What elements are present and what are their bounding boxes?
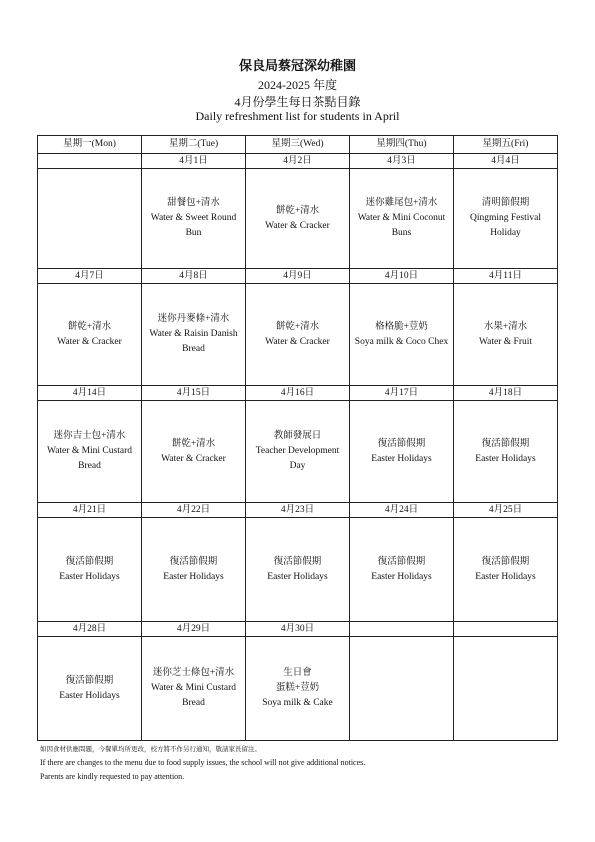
menu-cell — [142, 401, 246, 503]
menu-item-en: Water & Cracker — [265, 220, 330, 231]
menu-row — [38, 518, 558, 622]
date-cell: 4月9日 — [246, 269, 350, 284]
menu-cell — [454, 284, 558, 386]
menu-item-en: Easter Holidays — [475, 453, 536, 464]
menu-item-en: Easter Holidays — [163, 571, 224, 582]
menu-item-en: Water & Fruit — [478, 336, 533, 347]
menu-item-en: Easter Holidays — [59, 571, 120, 582]
menu-item-en: Soya milk & Coco Chex — [354, 336, 449, 347]
menu-item-zh: 迷你丹麥條+清水 — [157, 314, 230, 324]
menu-item-en: Soya milk & Cake — [262, 698, 333, 708]
menu-item-en: Easter Holidays — [475, 571, 536, 582]
date-cell: 4月10日 — [350, 269, 454, 284]
menu-cell — [350, 284, 454, 386]
menu-item-zh: 復活節假期 — [65, 675, 114, 686]
menu-title-en: Daily refreshment list for students in April — [195, 109, 400, 123]
date-cell: 4月28日 — [38, 622, 142, 637]
menu-cell — [142, 284, 246, 386]
date-cell: 4月24日 — [350, 503, 454, 518]
date-cell: 4月21日 — [38, 503, 142, 518]
menu-item-zh: 甜餐包+清水 — [167, 198, 220, 208]
menu-item-zh: 迷你芝士條包+清水 — [152, 668, 235, 678]
date-cell: 4月22日 — [142, 503, 246, 518]
menu-cell — [454, 401, 558, 503]
menu-item-zh: 迷你吉士包+清水 — [53, 431, 126, 441]
date-cell: 4月3日 — [350, 154, 454, 169]
menu-cell — [454, 169, 558, 269]
menu-item-en: Water & Mini Coconut Buns — [357, 213, 446, 238]
menu-item-en: Easter Holidays — [59, 690, 120, 701]
date-cell: 4月30日 — [246, 622, 350, 637]
menu-row — [38, 401, 558, 503]
menu-cell — [38, 284, 142, 386]
menu-title-zh: 4月份學生每日茶點目錄 — [234, 95, 361, 109]
menu-item-zh: 復活節假期 — [377, 438, 426, 449]
menu-cell — [38, 637, 142, 741]
menu-item-zh: 清明節假期 — [481, 198, 530, 208]
menu-cell — [350, 169, 454, 269]
menu-cell — [454, 637, 558, 741]
date-cell: 4月25日 — [454, 503, 558, 518]
date-row — [38, 503, 558, 518]
menu-item-zh: 復活節假期 — [65, 556, 114, 567]
date-row — [38, 269, 558, 284]
menu-cell — [350, 518, 454, 622]
date-cell — [454, 622, 558, 637]
date-row — [38, 386, 558, 401]
menu-cell — [350, 637, 454, 741]
menu-item-zh: 迷你雞尾包+清水 — [365, 198, 438, 208]
date-cell: 4月8日 — [142, 269, 246, 284]
menu-item-zh: 復活節假期 — [377, 556, 426, 567]
day-header-fri: 星期五(Fri) — [454, 136, 558, 154]
menu-cell — [350, 401, 454, 503]
footer-note-zh: 如因食材供應問題，今餐單均所更改，校方將不作另行通知，敬請家長留注。 — [40, 745, 261, 753]
menu-row — [38, 637, 558, 741]
date-cell: 4月23日 — [246, 503, 350, 518]
day-header-tue: 星期二(Tue) — [142, 136, 246, 154]
menu-item-en: Water & Mini Custard Bread — [151, 683, 236, 708]
menu-row — [38, 169, 558, 269]
menu-item-en: Water & Raisin Danish Bread — [149, 329, 238, 354]
footer-note-en-2: Parents are kindly requested to pay attention. — [40, 772, 185, 781]
day-header-wed: 星期三(Wed) — [246, 136, 350, 154]
menu-item-en: Easter Holidays — [267, 571, 328, 582]
menu-item-zh: 餅乾+清水 — [275, 205, 320, 216]
menu-item-en: Water & Cracker — [161, 453, 226, 464]
menu-item-zh: 復活節假期 — [481, 438, 530, 449]
menu-cell — [38, 169, 142, 269]
menu-item-en: Easter Holidays — [371, 453, 432, 464]
date-cell: 4月4日 — [454, 154, 558, 169]
menu-item-en: Water & Sweet Round Bun — [150, 213, 237, 238]
date-cell: 4月7日 — [38, 269, 142, 284]
date-cell: 4月15日 — [142, 386, 246, 401]
day-header-thu: 星期四(Thu) — [350, 136, 454, 154]
menu-cell — [246, 169, 350, 269]
menu-cell — [38, 518, 142, 622]
date-row — [38, 622, 558, 637]
menu-row — [38, 284, 558, 386]
date-cell: 4月14日 — [38, 386, 142, 401]
date-cell: 4月1日 — [142, 154, 246, 169]
menu-item-zh: 水果+清水 — [483, 321, 528, 332]
date-cell: 4月11日 — [454, 269, 558, 284]
menu-item-zh: 復活節假期 — [169, 556, 218, 567]
menu-cell — [246, 401, 350, 503]
school-year: 2024-2025 年度 — [258, 78, 337, 92]
menu-item-en: Qingming Festival Holiday — [470, 213, 541, 238]
footer-note-en-1: If there are changes to the menu due to food supply issues, the school will not give additional notices. — [40, 758, 366, 767]
day-header-mon: 星期一(Mon) — [38, 136, 142, 154]
menu-item-en: Water & Mini Custard Bread — [47, 446, 132, 471]
refreshment-table — [37, 135, 558, 741]
date-cell — [38, 154, 142, 169]
date-cell: 4月16日 — [246, 386, 350, 401]
menu-cell — [246, 284, 350, 386]
menu-cell — [142, 169, 246, 269]
menu-cell — [454, 518, 558, 622]
date-cell: 4月17日 — [350, 386, 454, 401]
menu-item-en: Teacher Development Day — [255, 446, 340, 471]
day-header-row — [38, 136, 558, 154]
menu-item-zh: 格格脆+荳奶 — [375, 321, 428, 332]
menu-item-zh: 生日會 蛋糕+荳奶 — [275, 668, 320, 693]
menu-item-zh: 餅乾+清水 — [171, 438, 216, 449]
menu-item-zh: 餅乾+清水 — [275, 321, 320, 332]
menu-cell — [38, 401, 142, 503]
menu-cell — [246, 518, 350, 622]
menu-item-zh: 教師發展日 — [273, 431, 322, 441]
date-row — [38, 154, 558, 169]
menu-cell — [246, 637, 350, 741]
date-cell: 4月29日 — [142, 622, 246, 637]
menu-item-en: Water & Cracker — [57, 336, 122, 347]
date-cell — [350, 622, 454, 637]
menu-cell — [142, 518, 246, 622]
date-cell: 4月2日 — [246, 154, 350, 169]
menu-item-en: Water & Cracker — [265, 336, 330, 347]
menu-item-zh: 復活節假期 — [481, 556, 530, 567]
school-name: 保良局蔡冠深幼稚園 — [238, 59, 356, 74]
menu-cell — [142, 637, 246, 741]
menu-item-zh: 復活節假期 — [273, 556, 322, 567]
date-cell: 4月18日 — [454, 386, 558, 401]
menu-item-zh: 餅乾+清水 — [67, 321, 112, 332]
menu-item-en: Easter Holidays — [371, 571, 432, 582]
